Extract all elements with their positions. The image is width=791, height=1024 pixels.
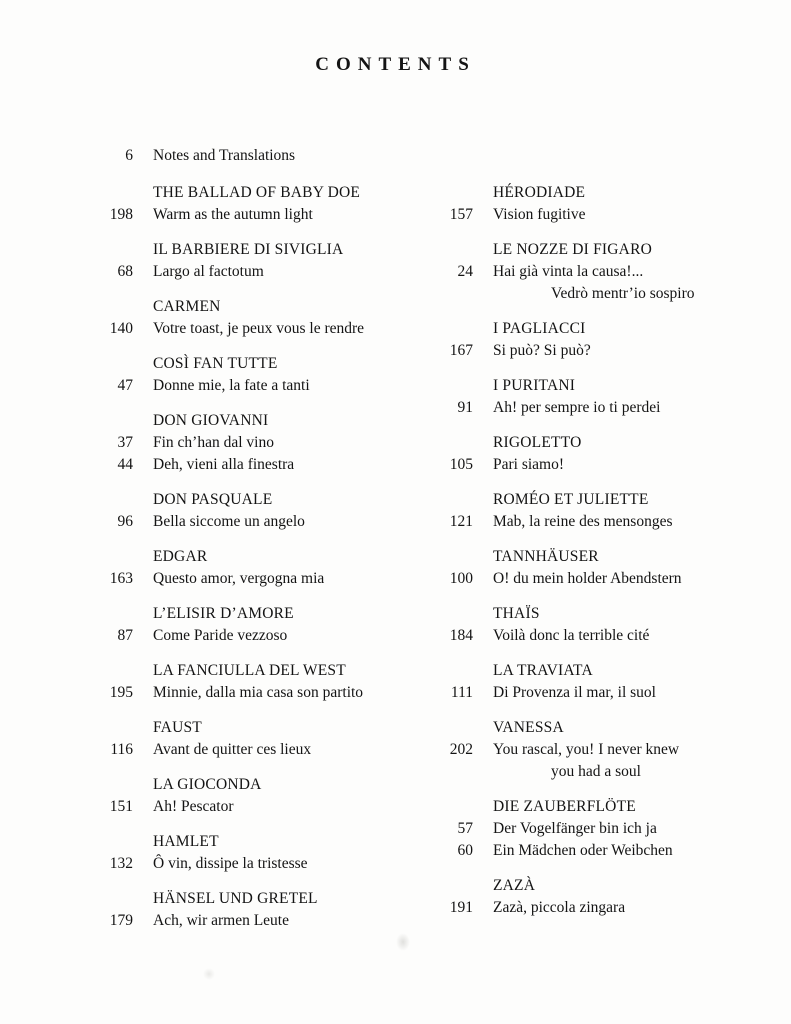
work-title-row <box>88 489 423 511</box>
aria-title: Vision fugitive <box>493 206 586 223</box>
work-title: LE NOZZE DI FIGARO <box>493 241 653 258</box>
toc-entry <box>88 625 423 647</box>
notes-entry <box>88 145 791 167</box>
toc-work <box>423 182 773 226</box>
aria-lines <box>493 568 682 590</box>
work-title-row <box>423 796 773 818</box>
aria-lines <box>493 261 695 305</box>
page-number-blank <box>423 603 473 625</box>
aria-lines <box>153 625 287 647</box>
page-number: 116 <box>110 741 133 758</box>
page-number-blank <box>88 774 133 796</box>
aria-title: Der Vogelfänger bin ich ja <box>493 820 657 837</box>
toc-entry <box>423 340 773 362</box>
work-title-row <box>423 375 773 397</box>
page-number: 157 <box>449 206 473 223</box>
aria-title: Ô vin, dissipe la tristesse <box>153 855 308 872</box>
aria-lines <box>153 910 289 932</box>
page-number: 202 <box>449 741 473 758</box>
aria-title: Warm as the autumn light <box>153 206 313 223</box>
toc-entry <box>423 625 773 647</box>
work-title: ZAZÀ <box>493 877 536 894</box>
work-title-row <box>423 603 773 625</box>
aria-lines <box>153 375 310 397</box>
work-title: VANESSA <box>493 719 564 736</box>
toc-entry <box>88 853 423 875</box>
toc-entry <box>423 818 773 840</box>
aria-lines <box>493 897 625 919</box>
work-title: I PURITANI <box>493 377 576 394</box>
page-number: 151 <box>109 798 133 815</box>
page-number: 47 <box>117 377 133 394</box>
work-title-row <box>88 888 423 910</box>
work-title-row <box>423 432 773 454</box>
aria-lines <box>493 340 591 362</box>
work-title-row <box>88 182 423 204</box>
aria-title: Donne mie, la fate a tanti <box>153 377 310 394</box>
work-title-row <box>88 410 423 432</box>
work-title: COSÌ FAN TUTTE <box>153 355 278 372</box>
work-title: I PAGLIACCI <box>493 320 586 337</box>
toc-work <box>88 660 423 704</box>
work-title: RIGOLETTO <box>493 434 582 451</box>
page-number-blank <box>423 375 473 397</box>
work-title: DON PASQUALE <box>153 491 273 508</box>
work-title: THAÏS <box>493 605 540 622</box>
aria-title: Si può? Si può? <box>493 342 591 359</box>
page-number: 105 <box>449 456 473 473</box>
aria-title: Ein Mädchen oder Weibchen <box>493 842 673 859</box>
work-title: FAUST <box>153 719 202 736</box>
aria-title: Fin ch’han dal vino <box>153 434 274 451</box>
page-number: 195 <box>109 684 133 701</box>
aria-lines <box>493 840 673 862</box>
aria-title: Largo al factotum <box>153 263 264 280</box>
work-title-row <box>88 774 423 796</box>
toc-entry <box>423 511 773 533</box>
aria-lines <box>153 261 264 283</box>
page-number-blank <box>88 296 133 318</box>
aria-title: Hai già vinta la causa!... <box>493 263 644 280</box>
aria-title-continuation: Vedrò mentr’io sospiro <box>551 285 695 302</box>
aria-title: Minnie, dalla mia casa son partito <box>153 684 364 701</box>
aria-title: O! du mein holder Abendstern <box>493 570 682 587</box>
page-number: 121 <box>449 513 473 530</box>
aria-lines <box>153 318 364 340</box>
work-title-row <box>88 546 423 568</box>
aria-title: Ach, wir armen Leute <box>153 912 289 929</box>
toc-entry <box>88 682 423 704</box>
work-title-row <box>88 353 423 375</box>
toc-work <box>88 774 423 818</box>
page-number-blank <box>423 546 473 568</box>
work-title-row <box>423 660 773 682</box>
toc-entry <box>423 454 773 476</box>
work-title-row <box>88 603 423 625</box>
toc-work <box>88 603 423 647</box>
aria-title: Deh, vieni alla finestra <box>153 456 295 473</box>
page-number-blank <box>423 796 473 818</box>
page-number: 179 <box>109 912 133 929</box>
aria-lines <box>153 204 313 226</box>
page-number: 68 <box>117 263 133 280</box>
aria-title: Avant de quitter ces lieux <box>153 741 312 758</box>
work-title: LA TRAVIATA <box>493 662 593 679</box>
work-title: L’ELISIR D’AMORE <box>153 605 294 622</box>
work-title: DIE ZAUBERFLÖTE <box>493 798 636 815</box>
work-title: CARMEN <box>153 298 221 315</box>
toc-work <box>88 182 423 226</box>
aria-lines <box>153 568 324 590</box>
page-number: 37 <box>117 434 133 451</box>
toc-entry <box>88 375 423 397</box>
toc-work <box>423 432 773 476</box>
page-number-blank <box>88 410 133 432</box>
toc-entry <box>423 204 773 226</box>
toc-work <box>88 239 423 283</box>
page-number-blank <box>88 489 133 511</box>
toc-columns <box>0 182 791 945</box>
page-number-blank <box>88 660 133 682</box>
toc-entry <box>423 682 773 704</box>
toc-work <box>88 546 423 590</box>
page-number: 163 <box>109 570 133 587</box>
page-number-blank <box>88 239 133 261</box>
aria-lines <box>493 397 660 419</box>
work-title: LA GIOCONDA <box>153 776 262 793</box>
toc-work <box>88 888 423 932</box>
toc-entry <box>88 568 423 590</box>
aria-lines <box>153 432 274 454</box>
work-title-row <box>88 239 423 261</box>
toc-work <box>88 410 423 476</box>
aria-title: Voilà donc la terrible cité <box>493 627 650 644</box>
work-title: IL BARBIERE DI SIVIGLIA <box>153 241 344 258</box>
aria-lines <box>493 739 679 783</box>
page-number: 184 <box>449 627 473 644</box>
aria-lines <box>153 682 363 704</box>
page-number-blank <box>423 717 473 739</box>
page-number-blank <box>423 182 473 204</box>
aria-lines <box>153 853 308 875</box>
work-title: EDGAR <box>153 548 208 565</box>
toc-work <box>423 375 773 419</box>
work-title: THE BALLAD OF BABY DOE <box>153 184 361 201</box>
work-title-row <box>88 831 423 853</box>
page-number: 96 <box>117 513 133 530</box>
toc-entry <box>88 432 423 454</box>
aria-title: Ah! Pescator <box>153 798 234 815</box>
page-number: 57 <box>457 820 473 837</box>
page-number: 167 <box>449 342 473 359</box>
work-title-row <box>88 717 423 739</box>
aria-title: Ah! per sempre io ti perdei <box>493 399 661 416</box>
toc-entry <box>423 397 773 419</box>
toc-entry <box>88 739 423 761</box>
work-title: HAMLET <box>153 833 219 850</box>
aria-title: Come Paride vezzoso <box>153 627 288 644</box>
aria-lines <box>153 739 311 761</box>
toc-entry <box>423 261 773 305</box>
aria-title: Pari siamo! <box>493 456 565 473</box>
toc-work <box>88 353 423 397</box>
page-number: 60 <box>457 842 473 859</box>
page-number-blank <box>423 432 473 454</box>
work-title-row <box>423 489 773 511</box>
aria-title: Mab, la reine des mensonges <box>493 513 673 530</box>
work-title: HÄNSEL UND GRETEL <box>153 890 318 907</box>
page-number-blank <box>423 489 473 511</box>
toc-entry <box>88 204 423 226</box>
toc-work <box>423 546 773 590</box>
page-number: 132 <box>109 855 133 872</box>
toc-work <box>423 796 773 862</box>
page-number-blank <box>88 888 133 910</box>
page-number-blank <box>423 660 473 682</box>
work-title-row <box>88 660 423 682</box>
work-title-row <box>423 875 773 897</box>
aria-title: Zazà, piccola zingara <box>493 899 626 916</box>
page-number: 44 <box>117 456 133 473</box>
aria-lines <box>493 204 586 226</box>
toc-entry <box>423 568 773 590</box>
toc-entry <box>88 910 423 932</box>
toc-work <box>423 875 773 919</box>
aria-lines <box>493 625 649 647</box>
page-number-blank <box>88 717 133 739</box>
toc-work <box>423 239 773 305</box>
page-number: 191 <box>449 899 473 916</box>
toc-work <box>88 831 423 875</box>
aria-title: You rascal, you! I never knew <box>493 741 680 758</box>
page-number: 140 <box>109 320 133 337</box>
aria-lines <box>153 511 305 533</box>
toc-work <box>423 489 773 533</box>
toc-entry <box>88 318 423 340</box>
page-number: 111 <box>450 684 473 701</box>
toc-column-left <box>88 182 423 945</box>
work-title-row <box>423 182 773 204</box>
toc-work <box>423 660 773 704</box>
work-title-row <box>423 546 773 568</box>
toc-entry <box>88 454 423 476</box>
page-number: 87 <box>117 627 133 644</box>
toc-work <box>423 318 773 362</box>
toc-work <box>88 717 423 761</box>
toc-entry <box>88 511 423 533</box>
aria-title: Questo amor, vergogna mia <box>153 570 325 587</box>
work-title: ROMÉO ET JULIETTE <box>493 491 649 508</box>
work-title-row <box>423 318 773 340</box>
work-title: TANNHÄUSER <box>493 548 599 565</box>
aria-lines <box>493 454 564 476</box>
toc-entry <box>423 897 773 919</box>
work-title-row <box>423 239 773 261</box>
page-number: 6 <box>125 147 133 164</box>
page-number-blank <box>88 603 133 625</box>
aria-title: Bella siccome un angelo <box>153 513 305 530</box>
aria-title: Di Provenza il mar, il suol <box>493 684 656 701</box>
page-number: 24 <box>457 263 473 280</box>
page-number-blank <box>88 831 133 853</box>
toc-work <box>423 603 773 647</box>
page-number-blank <box>88 353 133 375</box>
toc-entry <box>423 739 773 783</box>
aria-lines <box>493 682 656 704</box>
work-title: HÉRODIADE <box>493 184 586 201</box>
page-number-blank <box>423 318 473 340</box>
page-title: CONTENTS <box>315 54 476 75</box>
page-number: 100 <box>449 570 473 587</box>
page-number-blank <box>88 546 133 568</box>
toc-entry <box>88 261 423 283</box>
page-number-blank <box>423 239 473 261</box>
page-number: 198 <box>109 206 133 223</box>
toc-entry <box>88 796 423 818</box>
toc-work <box>88 296 423 340</box>
aria-title-continuation: you had a soul <box>551 763 641 780</box>
page-number-blank <box>88 182 133 204</box>
work-title-row <box>423 717 773 739</box>
work-title: DON GIOVANNI <box>153 412 269 429</box>
aria-lines <box>153 796 234 818</box>
toc-column-right <box>423 182 773 945</box>
toc-work <box>423 717 773 783</box>
toc-work <box>88 489 423 533</box>
aria-lines <box>493 511 673 533</box>
aria-lines <box>153 454 294 476</box>
aria-title: Votre toast, je peux vous le rendre <box>153 320 365 337</box>
work-title-row <box>88 296 423 318</box>
toc-entry <box>423 840 773 862</box>
notes-label: Notes and Translations <box>153 147 296 164</box>
page-number: 91 <box>457 399 473 416</box>
work-title: LA FANCIULLA DEL WEST <box>153 662 346 679</box>
aria-lines <box>493 818 657 840</box>
scan-smudge <box>203 968 215 980</box>
page-number-blank <box>423 875 473 897</box>
